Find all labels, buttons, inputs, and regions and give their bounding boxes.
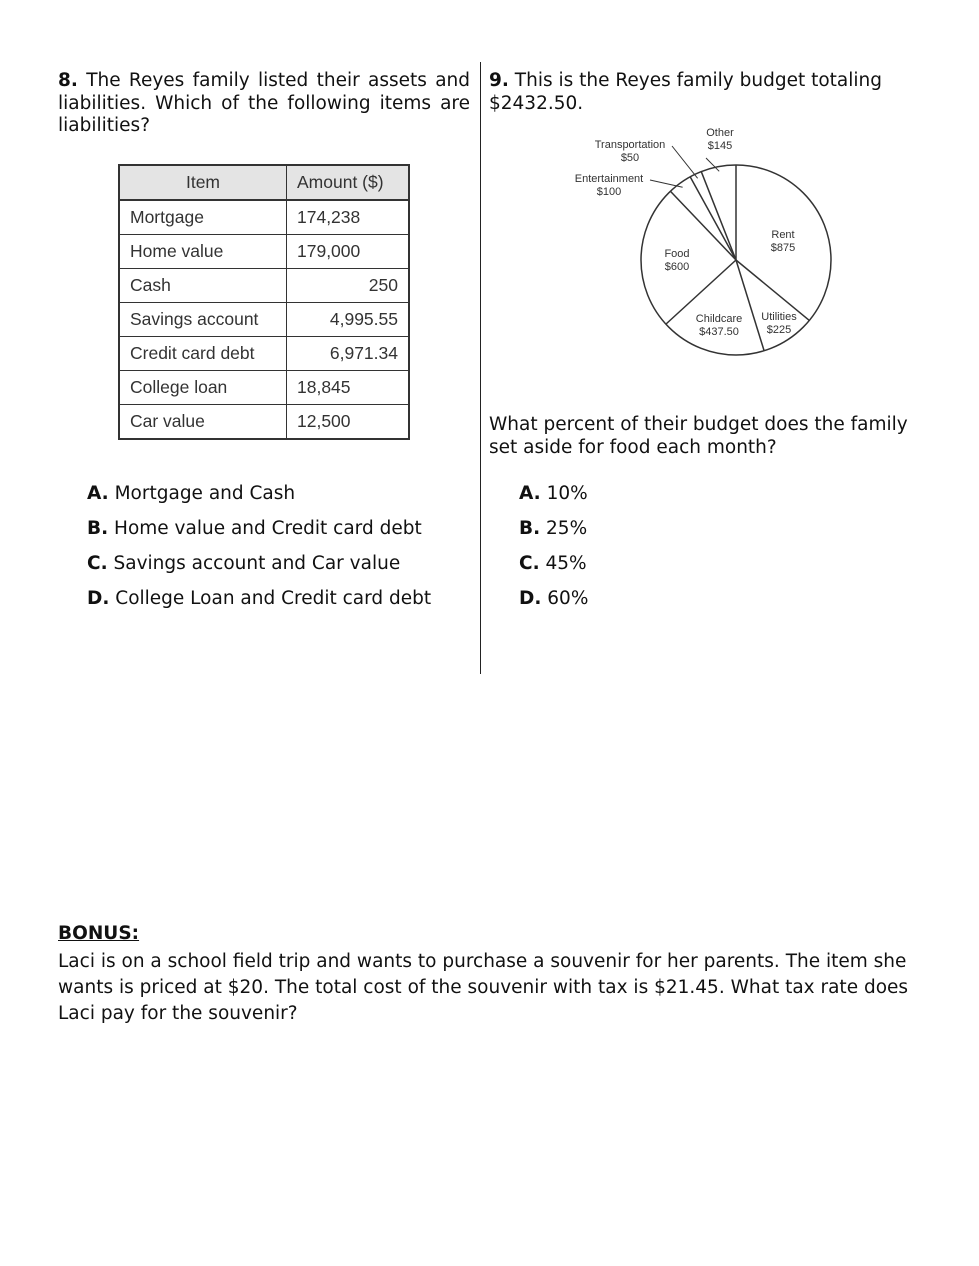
choice-text: 60%: [547, 588, 589, 609]
choice-8b[interactable]: [87, 518, 422, 539]
table-row: [119, 200, 409, 235]
choice-text: Home value and Credit card debt: [114, 518, 422, 539]
question-9-question: What percent of their budget does the family set aside for food each month?: [489, 414, 908, 458]
assets-liabilities-table: [118, 164, 410, 440]
row-amount: 250: [287, 269, 410, 303]
pie-slice-name: Childcare: [695, 313, 743, 325]
bonus-text: Laci is on a school field trip and wants to purchase a souvenir for her parents. The item she wants is priced at $20. The total cost of the souvenir with tax is $21.45. What tax rate does Laci pay for the souvenir?: [58, 951, 909, 1024]
pie-slice-value: $600: [664, 261, 690, 273]
assets-liabilities-table-wrapper: [118, 164, 410, 440]
choice-letter: A.: [519, 483, 541, 504]
pie-leader-line: [650, 180, 683, 187]
row-item: Car value: [119, 405, 287, 440]
pie-slice-name: Rent: [771, 229, 795, 241]
pie-slice-value: $100: [596, 186, 622, 198]
table-header-row: [119, 165, 409, 200]
table-row: [119, 269, 409, 303]
column-divider: [480, 62, 481, 674]
choice-letter: D.: [519, 588, 542, 609]
question-8-number: 8.: [58, 70, 78, 91]
choice-8d[interactable]: [87, 588, 431, 609]
choice-text: Savings account and Car value: [113, 553, 401, 574]
pie-slice-value: $875: [770, 242, 796, 254]
choice-9b[interactable]: [519, 518, 587, 539]
choice-text: 25%: [546, 518, 588, 539]
row-amount: 179,000: [287, 235, 410, 269]
table-row: [119, 235, 409, 269]
table-row: [119, 405, 409, 440]
row-amount: 6,971.34: [287, 337, 410, 371]
choice-8c[interactable]: [87, 553, 400, 574]
pie-slice-value: $50: [620, 152, 640, 164]
pie-slice-name: Utilities: [761, 311, 797, 323]
choice-9d[interactable]: [519, 588, 588, 609]
pie-slice-name: Entertainment: [574, 173, 644, 185]
choice-letter: B.: [519, 518, 541, 539]
question-8-text: The Reyes family listed their assets and liabilities. Which of the following items are liabilities?: [58, 70, 470, 136]
bonus-title: BONUS:: [58, 923, 140, 944]
header-amount: Amount ($): [287, 165, 410, 200]
choice-text: Mortgage and Cash: [114, 483, 296, 504]
choice-text: College Loan and Credit card debt: [115, 588, 432, 609]
choice-letter: C.: [87, 553, 108, 574]
pie-slice-name: Other: [706, 127, 734, 139]
row-amount: 18,845: [287, 371, 410, 405]
pie-slice-value: $145: [707, 140, 733, 152]
pie-slice-name: Transportation: [594, 139, 666, 151]
table-row: [119, 303, 409, 337]
pie-slice-value: $225: [766, 324, 792, 336]
choice-letter: D.: [87, 588, 110, 609]
choice-9c[interactable]: [519, 553, 587, 574]
pie-slice-name: Food: [664, 248, 690, 260]
question-9-text: This is the Reyes family budget totaling $2432.50.: [489, 70, 882, 114]
row-item: Credit card debt: [119, 337, 287, 371]
header-item: Item: [119, 165, 287, 200]
pie-leader-line: [672, 146, 698, 178]
row-amount: 12,500: [287, 405, 410, 440]
row-item: Cash: [119, 269, 287, 303]
choice-letter: B.: [87, 518, 109, 539]
row-item: Savings account: [119, 303, 287, 337]
choice-letter: C.: [519, 553, 540, 574]
budget-pie-chart: [560, 120, 850, 370]
choice-letter: A.: [87, 483, 109, 504]
row-item: Mortgage: [119, 200, 287, 235]
choice-8a[interactable]: [87, 483, 295, 504]
row-item: College loan: [119, 371, 287, 405]
choice-text: 10%: [546, 483, 588, 504]
choice-text: 45%: [545, 553, 587, 574]
table-row: [119, 371, 409, 405]
row-amount: 4,995.55: [287, 303, 410, 337]
question-9-prompt: [489, 70, 919, 115]
row-item: Home value: [119, 235, 287, 269]
question-8-prompt: [58, 70, 470, 138]
question-9-number: 9.: [489, 70, 509, 91]
pie-slice-value: $437.50: [699, 326, 739, 338]
choice-9a[interactable]: [519, 483, 588, 504]
row-amount: 174,238: [287, 200, 410, 235]
table-row: [119, 337, 409, 371]
